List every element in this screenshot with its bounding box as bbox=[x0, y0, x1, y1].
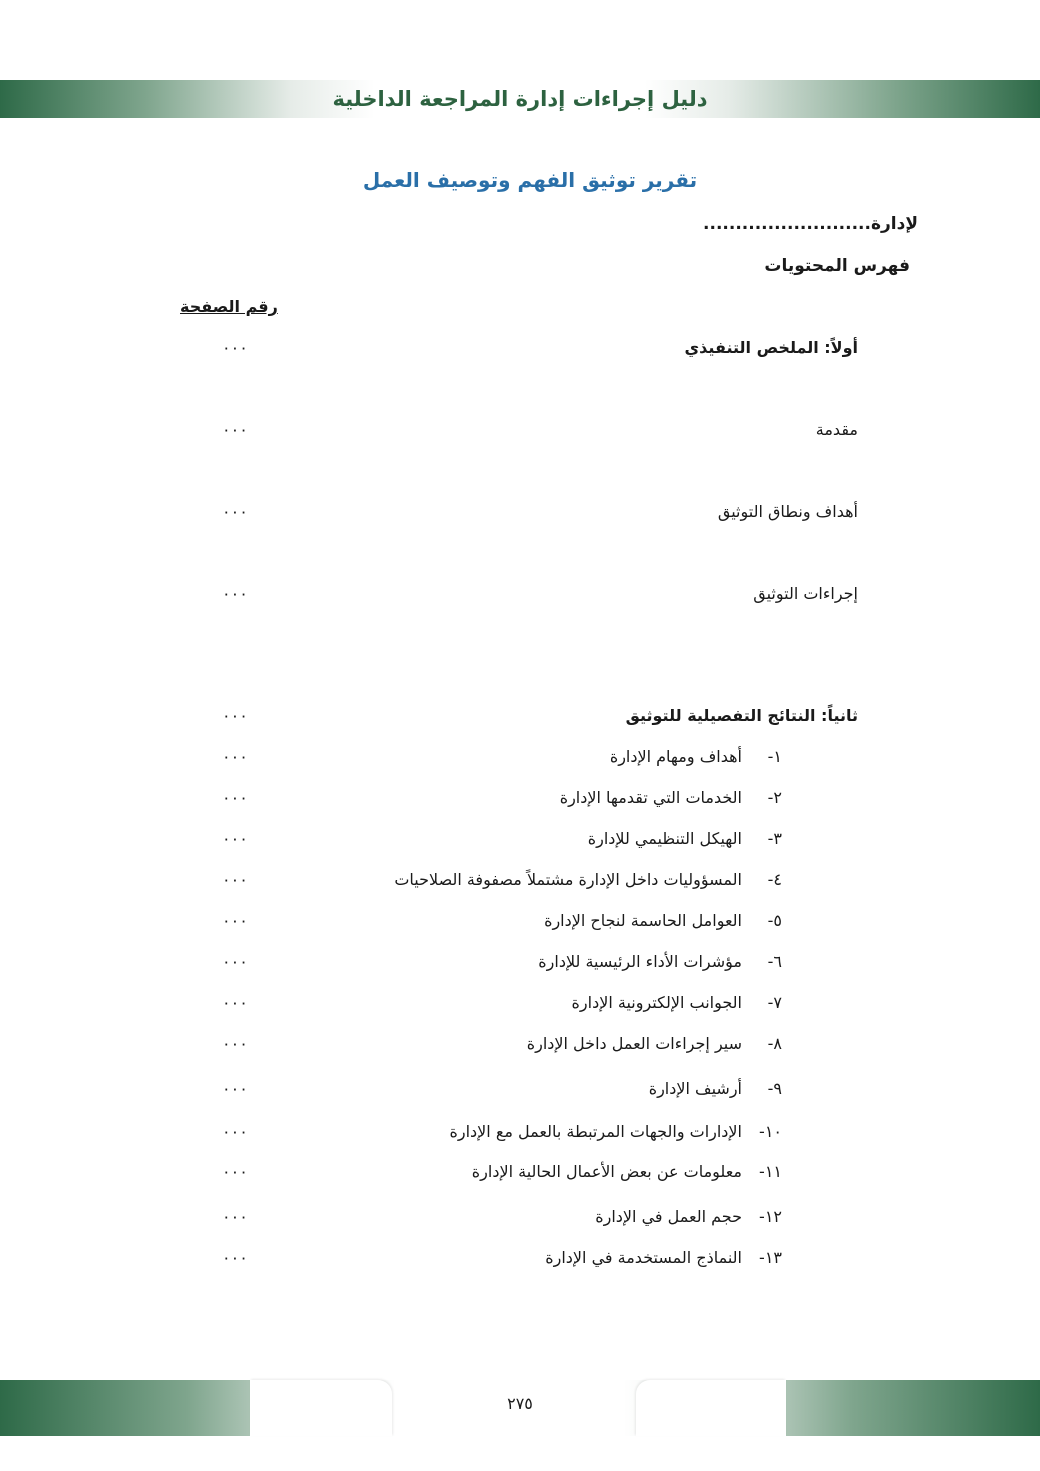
toc-item-number: ١١- bbox=[759, 1162, 782, 1181]
toc-item-number: ٥- bbox=[767, 911, 782, 930]
toc-item bbox=[538, 952, 782, 971]
document-title: تقرير توثيق الفهم وتوصيف العمل bbox=[362, 168, 698, 192]
toc-item-label: الهيكل التنظيمي للإدارة bbox=[587, 829, 742, 848]
page-number-column-header: رقم الصفحة bbox=[180, 297, 278, 316]
toc-item-label: الإدارات والجهات المرتبطة بالعمل مع الإدارة bbox=[449, 1122, 742, 1141]
toc-item bbox=[545, 1248, 782, 1267]
toc-item-number: ٣- bbox=[767, 829, 782, 848]
section1-title: أولاً: الملخص التنفيذي bbox=[684, 338, 858, 357]
toc-item bbox=[610, 747, 782, 766]
section2-page: ٠٠٠ bbox=[222, 706, 248, 725]
toc-item-page: ٠٠٠ bbox=[222, 829, 248, 848]
toc-item-page: ٠٠٠ bbox=[222, 1034, 248, 1053]
section1-page: ٠٠٠ bbox=[222, 338, 248, 357]
toc-item-number: ٤- bbox=[767, 870, 782, 889]
toc-item bbox=[588, 829, 782, 848]
toc-item bbox=[394, 870, 782, 889]
toc-item-number: ١٠- bbox=[759, 1122, 782, 1141]
footer-tab-left bbox=[250, 1380, 392, 1436]
toc-item-number: ١٣- bbox=[759, 1248, 782, 1267]
toc-item-number: ٧- bbox=[767, 993, 782, 1012]
toc-entry-procedures-page: ٠٠٠ bbox=[222, 584, 248, 603]
toc-item-page: ٠٠٠ bbox=[222, 1248, 248, 1267]
toc-item-label: النماذج المستخدمة في الإدارة bbox=[545, 1248, 742, 1267]
toc-item-label: الجوانب الإلكترونية الإدارة bbox=[571, 993, 742, 1012]
toc-item bbox=[544, 911, 782, 930]
toc-item-label: الخدمات التي تقدمها الإدارة bbox=[559, 788, 742, 807]
toc-item-page: ٠٠٠ bbox=[222, 1079, 248, 1098]
toc-item-page: ٠٠٠ bbox=[222, 993, 248, 1012]
toc-entry-objectives-page: ٠٠٠ bbox=[222, 502, 248, 521]
toc-item-page: ٠٠٠ bbox=[222, 1162, 248, 1181]
toc-item-label: معلومات عن بعض الأعمال الحالية الإدارة bbox=[471, 1162, 742, 1181]
toc-item-number: ٨- bbox=[767, 1034, 782, 1053]
toc-item-label: أهداف ومهام الإدارة bbox=[609, 747, 742, 766]
department-line: لإدارة.......................... bbox=[703, 214, 918, 234]
toc-item-label: سير إجراءات العمل داخل الإدارة bbox=[526, 1034, 742, 1053]
toc-item bbox=[572, 993, 782, 1012]
toc-title: فهرس المحتويات bbox=[764, 256, 910, 276]
toc-item bbox=[450, 1122, 783, 1141]
toc-item bbox=[649, 1079, 782, 1098]
section2-title: ثانياً: النتائج التفصيلية للتوثيق bbox=[625, 706, 858, 725]
toc-entry-intro: مقدمة bbox=[815, 420, 858, 439]
page-number: ٢٧٥ bbox=[507, 1394, 533, 1413]
toc-item-number: ٩- bbox=[767, 1079, 782, 1098]
toc-item-page: ٠٠٠ bbox=[222, 952, 248, 971]
toc-entry-intro-page: ٠٠٠ bbox=[222, 420, 248, 439]
toc-item-label: مؤشرات الأداء الرئيسية للإدارة bbox=[538, 952, 742, 971]
toc-item-label: العوامل الحاسمة لنجاح الإدارة bbox=[544, 911, 742, 930]
toc-item-page: ٠٠٠ bbox=[222, 1207, 248, 1226]
toc-item-label: حجم العمل في الإدارة bbox=[595, 1207, 742, 1226]
toc-entry-objectives: أهداف ونطاق التوثيق bbox=[717, 502, 858, 521]
footer-tab-right bbox=[636, 1380, 786, 1436]
toc-item-number: ٦- bbox=[767, 952, 782, 971]
toc-item bbox=[472, 1162, 782, 1181]
toc-item-number: ١- bbox=[767, 747, 782, 766]
toc-item-page: ٠٠٠ bbox=[222, 1122, 248, 1141]
toc-item-number: ١٢- bbox=[759, 1207, 782, 1226]
toc-item-page: ٠٠٠ bbox=[222, 911, 248, 930]
header-title: دليل إجراءات إدارة المراجعة الداخلية bbox=[332, 87, 708, 111]
toc-item bbox=[560, 788, 782, 807]
toc-item bbox=[595, 1207, 782, 1226]
toc-item-label: أرشيف الإدارة bbox=[648, 1079, 742, 1098]
toc-entry-procedures: إجراءات التوثيق bbox=[753, 584, 858, 603]
toc-item-page: ٠٠٠ bbox=[222, 788, 248, 807]
toc-item-page: ٠٠٠ bbox=[222, 747, 248, 766]
toc-item bbox=[527, 1034, 782, 1053]
toc-item-label: المسؤوليات داخل الإدارة مشتملاً مصفوفة الصلاحيات bbox=[394, 870, 742, 889]
toc-item-number: ٢- bbox=[767, 788, 782, 807]
toc-item-page: ٠٠٠ bbox=[222, 870, 248, 889]
